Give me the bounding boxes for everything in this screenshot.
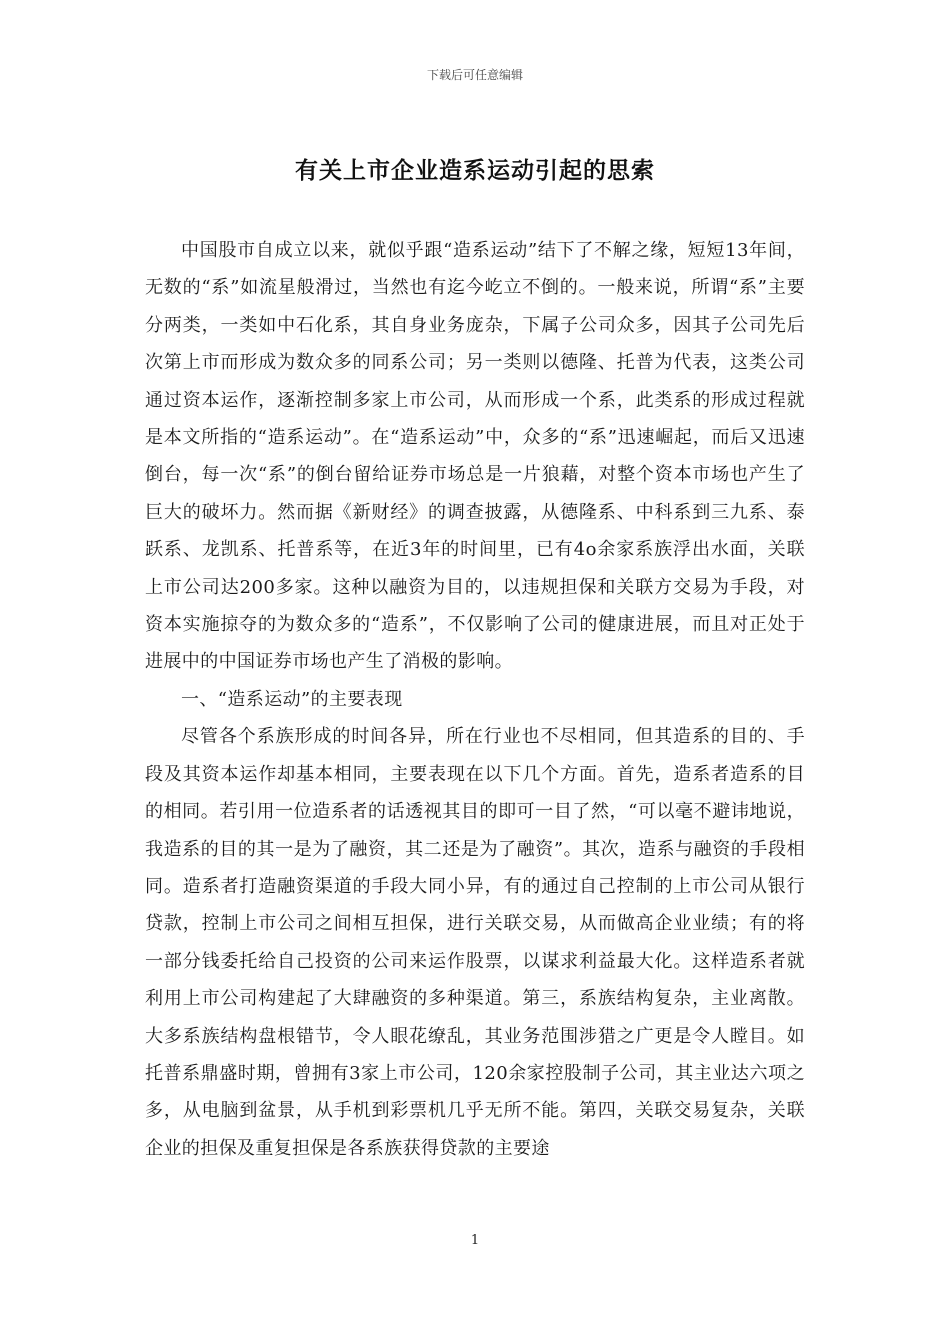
paragraph-intro: 中国股市自成立以来，就似乎跟“造系运动”结下了不解之缘，短短13年间，无数的“系”如流星般滑过，当然也有迄今屹立不倒的。一般来说，所谓“系”主要分两类，一类如中石化系，其自身业务庞杂，下属子公司众多，因其子公司先后次第上市而形成为数众多的同系公司；另一类则以德隆、托普为代表，这类公司通过资本运作，逐渐控制多家上市公司，从而形成一个系，此类系的形成过程就是本文所指的“造系运动”。在“造系运动”中，众多的“系”迅速崛起，而后又迅速倒台，每一次“系”的倒台留给证券市场总是一片狼藉，对整个资本市场也产生了巨大的破坏力。然而据《新财经》的调查披露，从德隆系、中科系到三九系、泰跃系、龙凯系、托普系等，在近3年的时间里，已有4o余家系族浮出水面，关联上市公司达200多家。这种以融资为目的，以违规担保和关联方交易为手段，对资本实施掠夺的为数众多的“造系”，不仅影响了公司的健康进展，而且对正处于进展中的中国证券市场也产生了消极的影响。 [145,240,805,673]
section-heading: 一、“造系运动”的主要表现 [181,688,403,710]
document-title: 有关上市企业造系运动引起的思索 [295,157,655,184]
document-body [145,232,805,1167]
paragraph-section-one: 尽管各个系族形成的时间各异，所在行业也不尽相同，但其造系的目的、手段及其资本运作却基本相同，主要表现在以下几个方面。首先，造系者造系的目的相同。若引用一位造系者的话透视其目的即可一目了然，“可以毫不避讳地说，我造系的目的其一是为了融资，其二还是为了融资”。其次，造系与融资的手段相同。造系者打造融资渠道的手段大同小异，有的通过自己控制的上市公司从银行贷款，控制上市公司之间相互担保，进行关联交易，从而做高企业业绩；有的将一部分钱委托给自己投资的公司来运作股票，以谋求利益最大化。这样造系者就利用上市公司构建起了大肆融资的多种渠道。第三，系族结构复杂，主业离散。大多系族结构盘根错节，令人眼花缭乱，其业务范围涉猎之广更是令人瞠目。如托普系鼎盛时期，曾拥有3家上市公司，120余家控股制子公司，其主业达六项之多，从电脑到盆景，从手机到彩票机几乎无所不能。第四，关联交易复杂，关联企业的担保及重复担保是各系族获得贷款的主要途 [145,726,805,1159]
page-number: 1 [470,1233,480,1248]
header-note: 下载后可任意编辑 [426,68,523,82]
